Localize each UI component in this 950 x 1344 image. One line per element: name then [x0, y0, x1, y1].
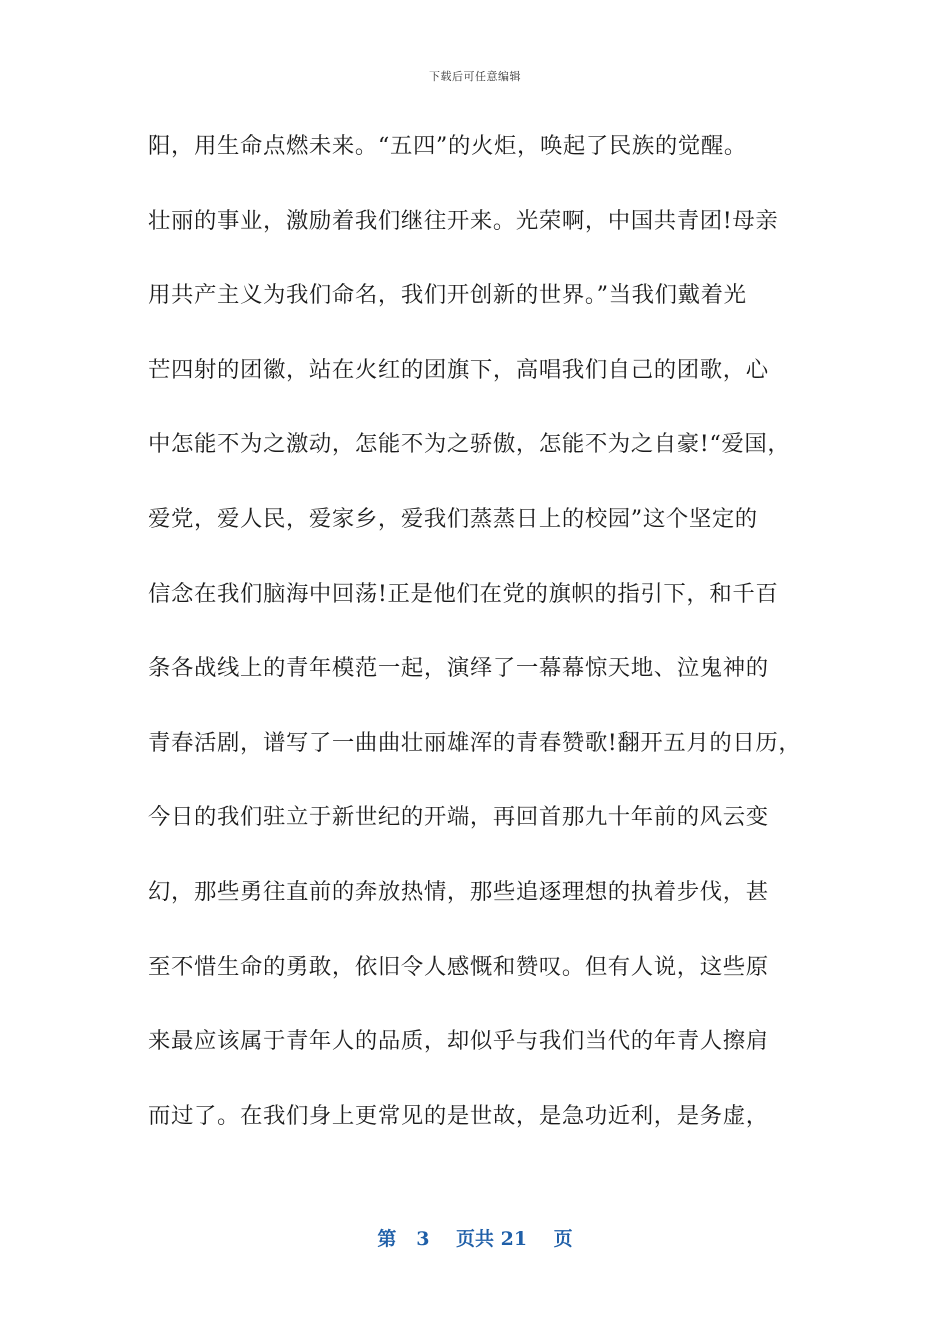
- footer-suffix: 页: [553, 1228, 573, 1250]
- current-page-number: 3: [416, 1228, 430, 1250]
- text-line: 中怎能不为之激动，怎能不为之骄傲，怎能不为之自豪!“爱国，: [148, 431, 791, 458]
- text-line: 信念在我们脑海中回荡!正是他们在党的旗帜的指引下，和千百: [148, 580, 779, 607]
- text-line: 青春活剧，谱写了一曲曲壮丽雄浑的青春赞歌!翻开五月的日历，: [148, 729, 802, 756]
- text-line: 阳，用生命点燃未来。“五四”的火炬，唤起了民族的觉醒。: [148, 133, 747, 159]
- footer-prefix: 第: [377, 1228, 397, 1250]
- text-line: 而过了。在我们身上更常见的是世故，是急功近利，是务虚，: [148, 1102, 769, 1129]
- text-line: 幻，那些勇往直前的奔放热情，那些追逐理想的执着步伐，甚: [148, 878, 769, 905]
- document-body: [148, 124, 828, 1168]
- text-line: 芒四射的团徽，站在火红的团旗下，高唱我们自己的团歌，心: [148, 356, 769, 383]
- page-header: 下载后可任意编辑: [429, 70, 521, 83]
- text-line: 来最应该属于青年人的品质，却似乎与我们当代的年青人擦肩: [148, 1028, 769, 1055]
- text-line: 至不惜生命的勇敢，依旧令人感慨和赞叹。但有人说，这些原: [148, 953, 769, 980]
- text-line: 用共产主义为我们命名，我们开创新的世界。”当我们戴着光: [148, 282, 747, 309]
- footer-middle: 页共: [456, 1228, 495, 1250]
- text-line: 爱党，爱人民，爱家乡，爱我们蒸蒸日上的校园”这个坚定的: [148, 505, 758, 532]
- page-footer: [0, 1224, 950, 1251]
- text-line: 今日的我们驻立于新世纪的开端，再回首那九十年前的风云变: [148, 804, 769, 831]
- total-page-count: 21: [500, 1228, 528, 1250]
- text-line: 条各战线上的青年模范一起，演绎了一幕幕惊天地、泣鬼神的: [148, 655, 769, 682]
- text-line: 壮丽的事业，激励着我们继往开来。光荣啊，中国共青团!母亲: [148, 207, 779, 234]
